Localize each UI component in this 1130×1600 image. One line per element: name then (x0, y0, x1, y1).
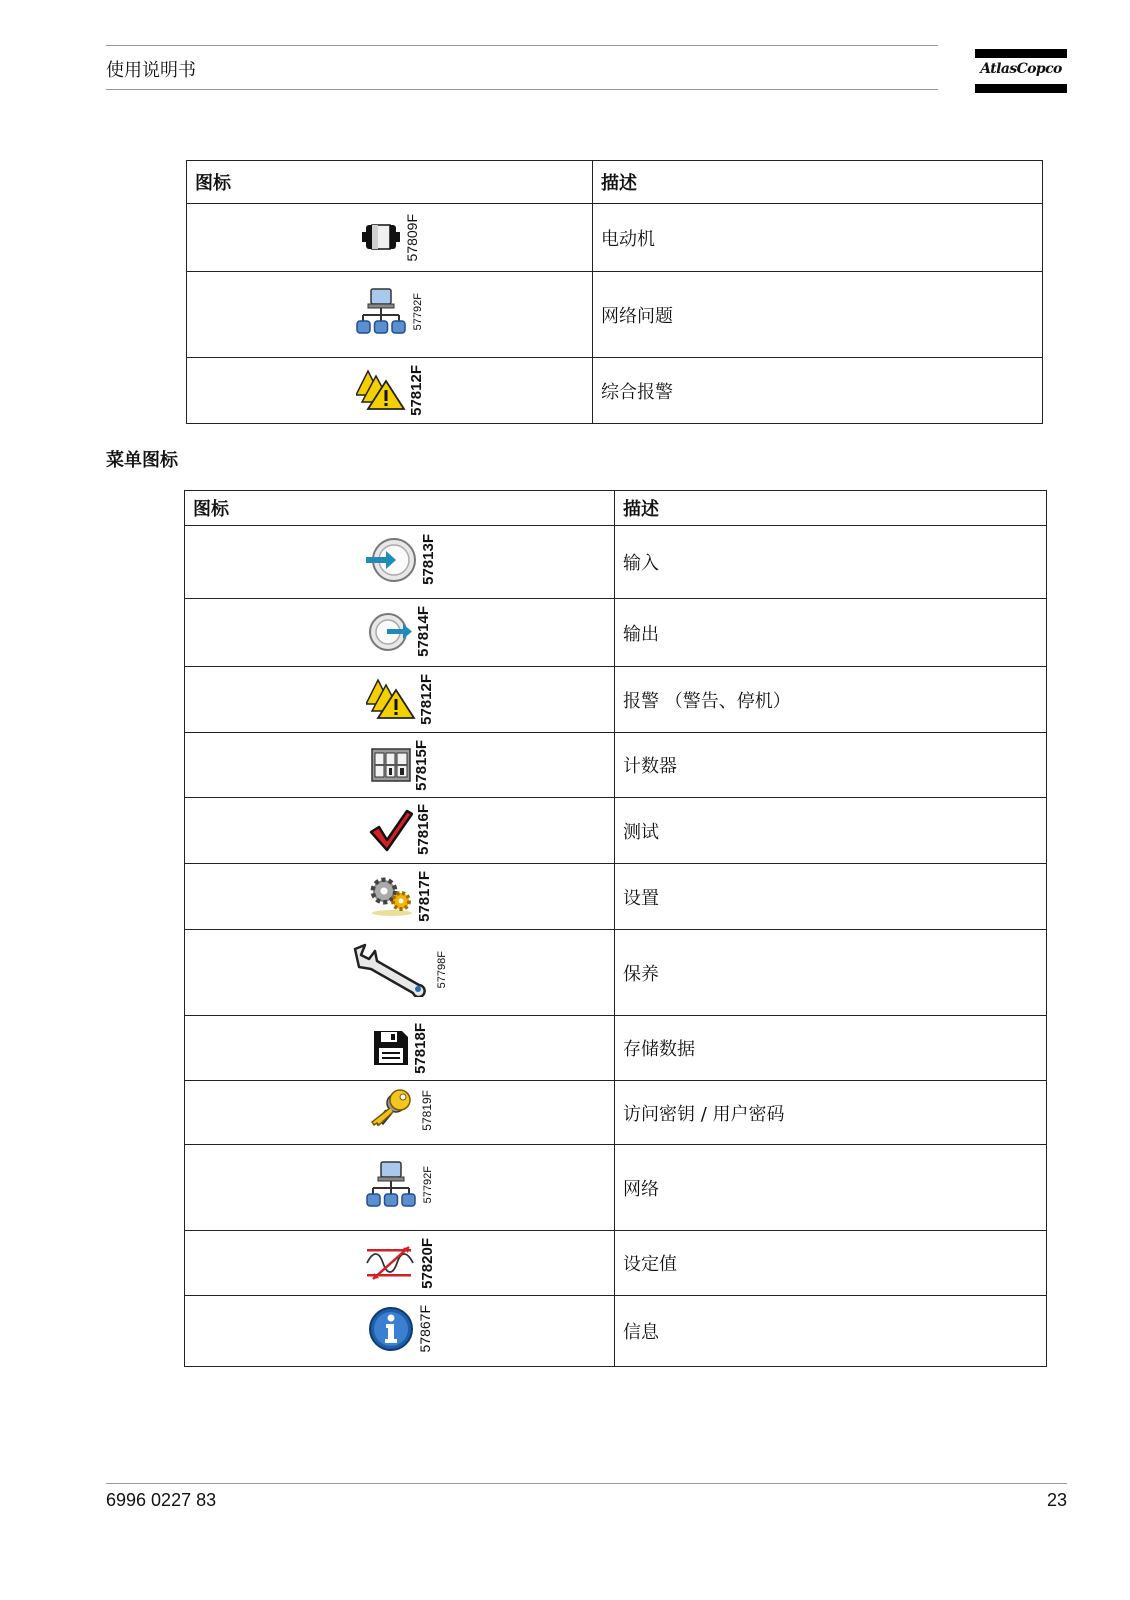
icon-code: 57809F (403, 213, 420, 262)
description-cell: 输入 (615, 526, 1047, 599)
icon-code: 57814F (414, 606, 432, 658)
description-cell: 网络问题 (593, 272, 1043, 358)
status-icons-table (186, 160, 1043, 424)
icon-cell (185, 864, 615, 930)
icon-code: 57798F (435, 951, 448, 989)
column-header-description: 描述 (593, 161, 1043, 204)
description-cell: 计数器 (615, 733, 1047, 798)
logo-wordmark: AtlasCopco (980, 61, 1062, 77)
table-row (185, 1016, 1047, 1081)
icon-code: 57792F (411, 293, 424, 331)
description-cell: 设置 (615, 864, 1047, 930)
keys-icon (366, 1088, 416, 1132)
warning-icon (366, 678, 416, 720)
table-row (185, 599, 1047, 667)
logo-top-bar (975, 49, 1067, 58)
icon-code: 57792F (421, 1166, 434, 1204)
icon-cell (187, 204, 593, 272)
wrench-icon (351, 943, 431, 997)
icon-code: 57819F (419, 1089, 434, 1131)
document-number: 6996 0227 83 (106, 1490, 217, 1510)
motor-icon (361, 219, 401, 255)
icon-cell (185, 1231, 615, 1296)
table-header-row (185, 491, 1047, 526)
description-cell: 报警 （警告、停机） (615, 667, 1047, 733)
network-icon (355, 288, 407, 336)
table-row (185, 1296, 1047, 1367)
icon-cell (185, 798, 615, 864)
table-row (185, 930, 1047, 1016)
icon-code: 57812F (407, 364, 425, 416)
description-cell: 网络 (615, 1145, 1047, 1231)
description-cell: 测试 (615, 798, 1047, 864)
table-row (185, 667, 1047, 733)
warning-icon (356, 369, 406, 411)
network-icon (365, 1161, 417, 1209)
icon-cell (185, 1296, 615, 1367)
page-number: 23 (1046, 1490, 1067, 1510)
icon-cell (185, 1081, 615, 1145)
menu-icons-table (184, 490, 1047, 1367)
icon-cell (187, 272, 593, 358)
checkmark-icon (369, 808, 413, 852)
icon-code: 57817F (415, 870, 433, 922)
output-icon (369, 610, 413, 654)
table-row (185, 1231, 1047, 1296)
description-cell: 电动机 (593, 204, 1043, 272)
header-bottom-rule (106, 89, 938, 90)
header-top-rule (106, 45, 938, 46)
table-row (187, 204, 1043, 272)
icon-cell (185, 1016, 615, 1081)
description-cell: 设定值 (615, 1231, 1047, 1296)
counter-icon (371, 748, 411, 782)
column-header-icon: 图标 (187, 161, 593, 204)
logo-bottom-bar (975, 84, 1067, 93)
column-header-icon: 图标 (185, 491, 615, 526)
description-cell: 输出 (615, 599, 1047, 667)
icon-cell (185, 667, 615, 733)
description-cell: 存储数据 (615, 1016, 1047, 1081)
table-row (185, 1081, 1047, 1145)
table-header-row (187, 161, 1043, 204)
icon-code: 57818F (411, 1022, 429, 1074)
icon-code: 57813F (419, 534, 437, 586)
info-icon (368, 1306, 414, 1352)
column-header-description: 描述 (615, 491, 1047, 526)
table-row (185, 526, 1047, 599)
icon-cell (187, 358, 593, 424)
description-cell: 保养 (615, 930, 1047, 1016)
section-title: 菜单图标 (106, 450, 178, 471)
description-cell: 综合报警 (593, 358, 1043, 424)
icon-cell (185, 599, 615, 667)
table-row (185, 1145, 1047, 1231)
floppy-disk-icon (372, 1029, 410, 1067)
atlas-copco-logo (975, 49, 1067, 93)
setpoint-icon (365, 1243, 417, 1283)
table-row (185, 864, 1047, 930)
icon-code: 57867F (416, 1305, 433, 1353)
table-row (185, 798, 1047, 864)
icon-cell (185, 733, 615, 798)
footer-rule (106, 1483, 1067, 1484)
input-icon (364, 535, 418, 585)
table-row (187, 272, 1043, 358)
icon-cell (185, 930, 615, 1016)
description-cell: 访问密钥 / 用户密码 (615, 1081, 1047, 1145)
icon-code: 57816F (414, 804, 432, 856)
icon-code: 57812F (417, 673, 435, 725)
icon-code: 57820F (418, 1237, 436, 1289)
gears-icon (368, 875, 414, 917)
table-row (187, 358, 1043, 424)
header-title: 使用说明书 (106, 60, 196, 81)
icon-code: 57815F (412, 739, 430, 791)
icon-cell (185, 526, 615, 599)
table-row (185, 733, 1047, 798)
icon-cell (185, 1145, 615, 1231)
description-cell: 信息 (615, 1296, 1047, 1367)
